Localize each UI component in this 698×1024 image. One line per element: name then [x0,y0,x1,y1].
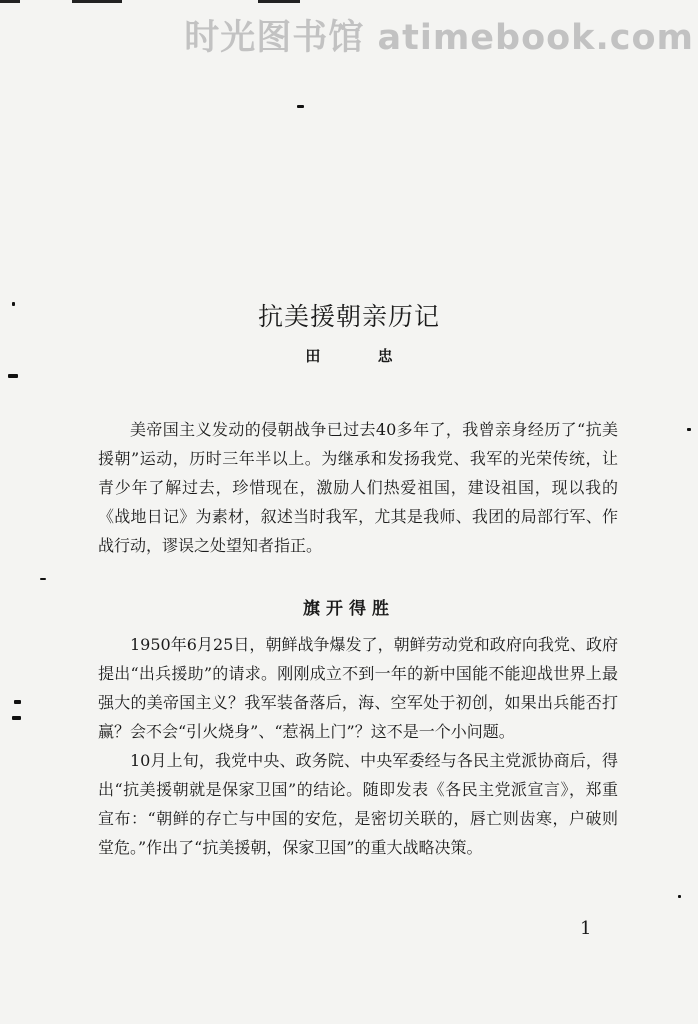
intro-paragraph: 美帝国主义发动的侵朝战争已过去40多年了，我曾亲身经历了“抗美援朝”运动，历时三年半以上。为继承和发扬我党、我军的光荣传统，让青少年了解过去，珍惜现在，激励人们热爱祖国，建设祖国，现以我的《战地日记》为素材，叙述当时我军，尤其是我师、我团的局部行军、作战行动，谬误之处望知者指正。 [98,420,618,555]
page-number: 1 [580,918,592,939]
top-scan-rule-2 [72,0,122,3]
section-body [98,630,618,862]
scan-speck [14,700,21,704]
scan-speck [12,716,21,720]
top-scan-rule-3 [258,0,300,3]
section-heading: 旗开得胜 [303,599,395,620]
body-paragraph: 10月上旬，我党中央、政务院、中央军委经与各民主党派协商后，得出“抗美援朝就是保家卫国”的结论。随即发表《各民主党派宣言》，郑重宣布：“朝鲜的存亡与中国的安危，是密切关联的，唇亡则齿寒，户破则堂危。”作出了“抗美援朝，保家卫国”的重大战略决策。 [98,751,618,857]
article-title: 抗美援朝亲历记 [257,301,440,331]
article-author: 田 忠 [305,347,419,365]
scan-speck [8,374,18,378]
scan-speck [40,578,46,580]
watermark: 时光图书馆 atimebook.com [184,18,694,58]
scan-speck [678,895,681,898]
body-paragraph: 1950年6月25日，朝鲜战争爆发了，朝鲜劳动党和政府向我党、政府提出“出兵援助”的请求。刚刚成立不到一年的新中国能不能迎战世界上最强大的美帝国主义？我军装备落后，海、空军处于初创，如果出兵能否打赢？会不会“引火烧身”、“惹祸上门”？这不是一个小问题。 [98,635,618,741]
scan-speck [687,428,691,431]
intro-block [98,415,618,560]
top-scan-rule-1 [0,0,20,3]
scan-speck [297,105,304,108]
